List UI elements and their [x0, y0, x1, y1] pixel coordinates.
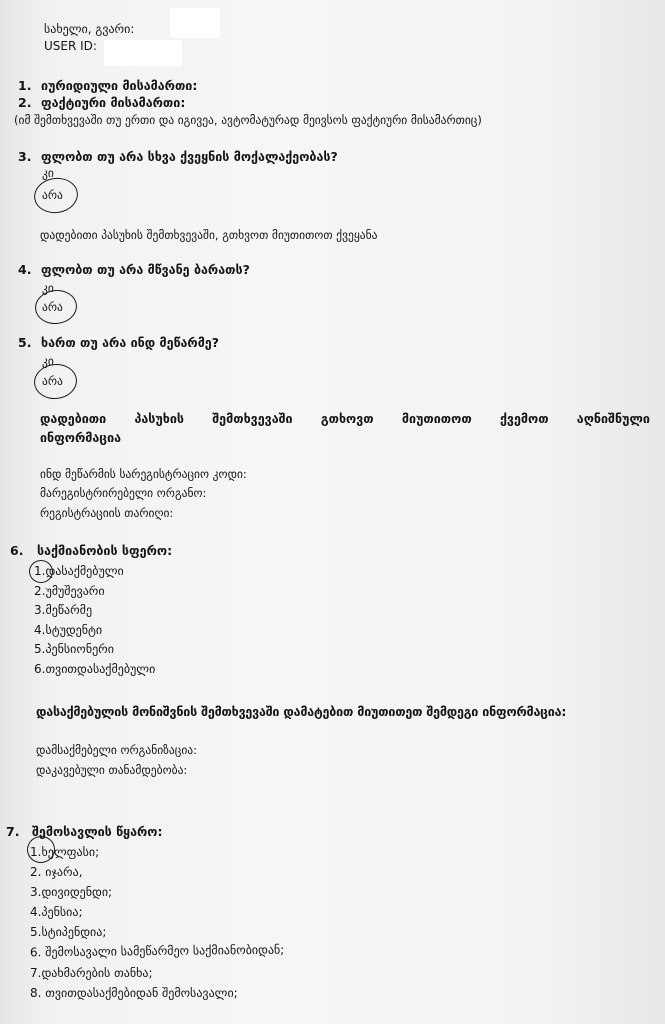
q6-selected-circle-mark — [29, 560, 53, 583]
q5-followup-word: მიუთითოთ — [401, 411, 472, 426]
user-id-label: USER ID: — [44, 39, 97, 53]
q6-option: 2.უმუშევარი — [34, 584, 105, 598]
q5-followup-last: ინფორმაცია — [40, 430, 122, 445]
q6-option: 6.თვითდასაქმებული — [34, 662, 156, 676]
q4-option-no: არა — [42, 300, 63, 314]
q6-option: 3.მეწარმე — [34, 603, 93, 617]
redacted-name-field — [170, 8, 220, 38]
q6-option: 1.დასაქმებული — [34, 564, 124, 578]
q4-selected-circle-mark — [33, 288, 78, 326]
q4-number: 4. — [18, 262, 32, 277]
name-label: სახელი, გვარი: — [44, 22, 135, 36]
q5-field-registration-code: ინდ მეწარმის სარეგისტრაციო კოდი: — [40, 467, 247, 481]
q6-option: 5.პენსიონერი — [34, 642, 114, 656]
q3-option-no: არა — [42, 188, 63, 202]
q5-selected-circle-mark — [32, 362, 78, 401]
q5-followup-word: გთხოვთ — [320, 411, 374, 426]
q5-followup-word: დადებითი — [40, 411, 107, 426]
q7-option: 5.სტიპენდია; — [30, 925, 107, 939]
q5-followup-word: შემთხვევაში — [212, 411, 293, 426]
q5-field-registrar: მარეგისტრირებელი ორგანო: — [40, 486, 207, 500]
q6-label: საქმიანობის სფერო: — [37, 543, 173, 558]
q6-followup: დასაქმებულის მონიშვნის შემთხვევაში დამატებით მიუთითეთ შემდეგი ინფორმაცია: — [36, 704, 567, 719]
q6-number: 6. — [10, 543, 24, 558]
q7-number: 7. — [6, 824, 20, 839]
q7-option: 7.დახმარების თანხა; — [30, 966, 153, 980]
q1-number: 1. — [18, 78, 32, 93]
q5-label: ხართ თუ არა ინდ მეწარმე? — [41, 335, 219, 350]
q3-followup: დადებითი პასუხის შემთხვევაში, გთხვოთ მიუთითოთ ქვეყანა — [40, 228, 378, 242]
q6-field-employer: დამსაქმებელი ორგანიზაცია: — [36, 743, 197, 757]
q6-field-position: დაკავებული თანამდებობა: — [36, 763, 188, 777]
q7-option: 4.პენსია; — [30, 905, 83, 919]
q4-label: ფლობთ თუ არა მწვანე ბარათს? — [41, 262, 250, 277]
q4-option-yes: კი — [42, 281, 54, 295]
q7-option: 1.ხელფასი; — [30, 845, 100, 859]
q5-followup-word: ქვემოთ — [499, 411, 549, 426]
q2-note: (იმ შემთხვევაში თუ ერთი და იგივეა, ავტომატურად მეივსოს ფაქტიური მისამართიც) — [14, 113, 482, 127]
q5-followup-word: პასუხის — [134, 411, 185, 426]
q7-label: შემოსავლის წყარო: — [32, 824, 163, 839]
q5-field-registration-date: რეგისტრაციის თარიღი: — [40, 506, 174, 520]
q3-number: 3. — [18, 149, 32, 164]
q5-option-yes: კი — [42, 354, 54, 368]
q5-followup-line — [40, 411, 650, 426]
q3-label: ფლობთ თუ არა სხვა ქვეყნის მოქალაქეობას? — [41, 149, 338, 164]
redacted-user-id-field — [104, 40, 182, 66]
q1-label: იურიდიული მისამართი: — [41, 78, 198, 93]
q5-followup-word: აღნიშნული — [576, 411, 650, 426]
q7-option: 8. თვითდასაქმებიდან შემოსავალი; — [30, 986, 238, 1000]
q7-option: 6. შემოსავალი სამეწარმეო საქმიანობიდან; — [29, 942, 285, 960]
q5-number: 5. — [18, 335, 32, 350]
q7-option: 2. იჯარა, — [30, 865, 83, 879]
q3-option-yes: კი — [42, 166, 54, 180]
q6-option: 4.სტუდენტი — [34, 623, 103, 637]
q5-option-no: არა — [42, 374, 63, 388]
q2-number: 2. — [18, 95, 32, 110]
q7-option: 3.დივიდენდი; — [30, 885, 113, 899]
q3-selected-circle-mark — [32, 175, 80, 216]
q2-label: ფაქტიური მისამართი: — [41, 95, 186, 110]
